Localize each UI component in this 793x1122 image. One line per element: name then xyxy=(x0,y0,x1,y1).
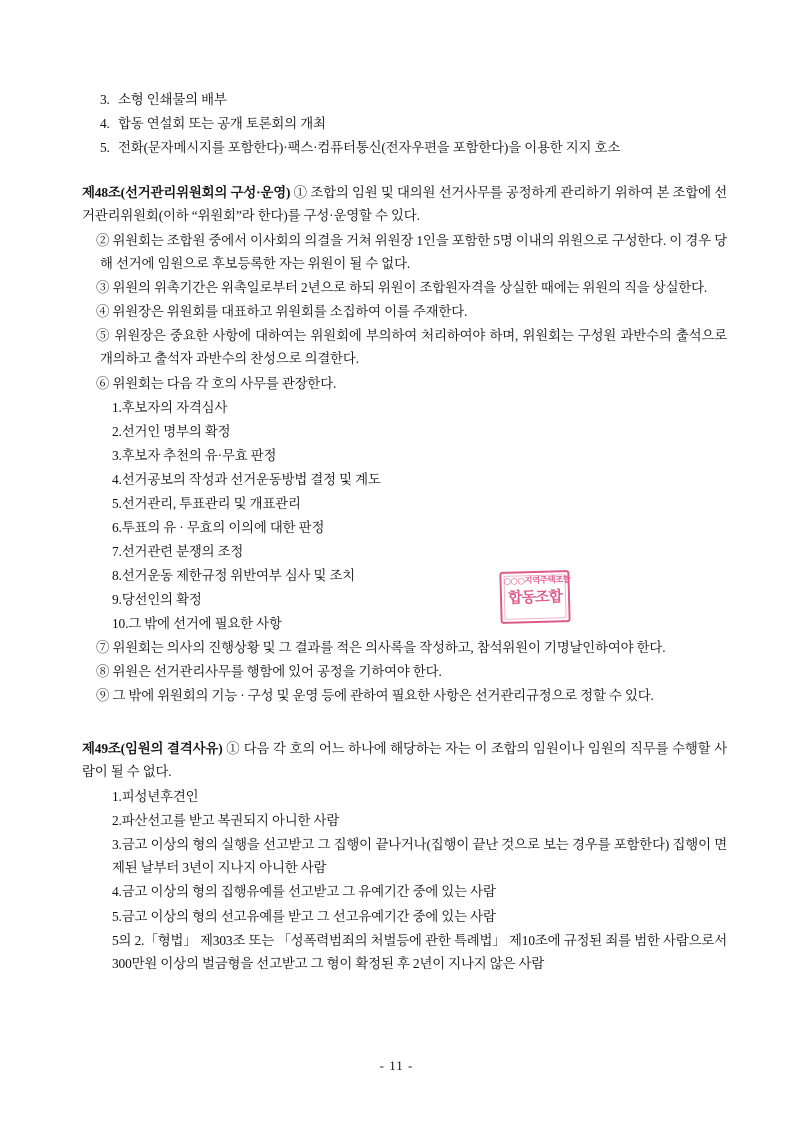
document-body xyxy=(82,88,727,975)
paragraph: ⑥ 위원회는 다음 각 호의 사무를 관장한다. xyxy=(96,375,337,391)
sub-item-number: 5의 2. xyxy=(112,932,145,948)
sub-item xyxy=(82,905,727,928)
sub-item xyxy=(82,396,727,419)
sub-item-number: 2. xyxy=(112,423,122,439)
sub-item xyxy=(82,492,727,515)
sub-item xyxy=(82,809,727,832)
section-spacer xyxy=(82,715,727,737)
article-49-heading xyxy=(82,737,727,783)
sub-item-number: 10. xyxy=(112,615,129,631)
sub-item xyxy=(82,929,727,975)
sub-item-number: 5. xyxy=(112,908,122,924)
sub-item-text: 파산선고를 받고 복권되지 아니한 사람 xyxy=(121,813,340,829)
list-item-number: 5. xyxy=(100,140,110,156)
sub-item xyxy=(82,468,727,491)
sub-item xyxy=(82,612,727,635)
sub-item-text: 선거운동 제한규정 위반여부 심사 및 조치 xyxy=(121,567,356,583)
sub-item-text: 금고 이상의 형의 집행유예를 선고받고 그 유예기간 중에 있는 사람 xyxy=(121,884,496,900)
list-item-text: 전화(문자메시지를 포함한다)·팩스·컴퓨터통신(전자우편을 포함한다)을 이용한 지지 호소 xyxy=(118,140,621,156)
article-48-heading xyxy=(82,181,727,227)
sub-item-text: 피성년후견인 xyxy=(121,789,199,805)
sub-item-number: 4. xyxy=(112,471,122,487)
list-item-text: 합동 연설회 또는 공개 토론회의 개최 xyxy=(118,116,326,132)
article-49-title: 제49조(임원의 결격사유) xyxy=(82,741,223,757)
paragraph: ⑧ 위원은 선거관리사무를 행함에 있어 공정을 기하여야 한다. xyxy=(96,664,442,680)
sub-item-number: 1. xyxy=(112,789,122,805)
list-item xyxy=(82,88,727,111)
list-item-number: 4. xyxy=(100,116,110,132)
top-numbered-list xyxy=(82,88,727,159)
sub-item xyxy=(82,564,727,587)
list-item-number: 3. xyxy=(100,92,110,107)
sub-item-number: 3. xyxy=(112,447,122,463)
sub-item-text: 선거관리, 투표관리 및 개표관리 xyxy=(121,495,301,511)
article-48-title: 제48조(선거관리위원회의 구성·운영) xyxy=(82,185,291,201)
list-item-text: 소형 인쇄물의 배부 xyxy=(118,92,227,107)
sub-item-text: 금고 이상의 형의 실행을 선고받고 그 집행이 끝나거나(집행이 끝난 것으로 보는 경우를 포함한다) 집행이 면제된 날부터 3년이 지나지 아니한 사람 xyxy=(112,837,727,876)
stamp-line-1: ○○○지역주택조합 xyxy=(503,575,571,587)
sub-item xyxy=(82,516,727,539)
article-48 xyxy=(82,181,727,707)
paragraph: ⑤ 위원장은 중요한 사항에 대하여는 위원회에 부의하여 처리하여야 하며, 위원회는 구성원 과반수의 출석으로 개의하고 출석자 과반수의 찬성으로 의결한다. xyxy=(96,328,727,367)
sub-item-text: 당선인의 확정 xyxy=(121,591,202,607)
sub-item-text: 선거인 명부의 확정 xyxy=(121,423,231,439)
sub-item-number: 5. xyxy=(112,495,122,511)
sub-item-text: 투표의 유 · 무효의 이의에 대한 판정 xyxy=(121,519,325,535)
list-item xyxy=(82,112,727,135)
sub-item-text: 후보자 추천의 유·무효 판정 xyxy=(121,447,277,463)
sub-item xyxy=(82,833,727,879)
article-48-head-text: ① 조합의 임원 및 대의원 선거사무를 공정하게 관리하기 위하여 본 조합에 선거관리위원회(이하 “위원회”라 한다)를 구성·운영할 수 있다. xyxy=(82,185,727,224)
sub-item xyxy=(82,785,727,808)
page-number: - 11 - xyxy=(379,1058,414,1073)
sub-item-number: 2. xyxy=(112,813,122,829)
sub-item xyxy=(82,444,727,467)
paragraph: ② 위원회는 조합원 중에서 이사회의 의결을 거쳐 위원장 1인을 포함한 5명 이내의 위원으로 구성한다. 이 경우 당해 선거에 임원으로 후보등록한 자는 위원이 될 수 없다. xyxy=(96,233,727,272)
paragraph: ④ 위원장은 위원회를 대표하고 위원회를 소집하여 이를 주재한다. xyxy=(96,304,468,320)
article-49 xyxy=(82,737,727,974)
stamp-line-2: 합동조합 xyxy=(507,586,563,607)
sub-item-number: 3. xyxy=(112,837,122,853)
paragraph: ③ 위원의 위촉기간은 위촉일로부터 2년으로 하되 위원이 조합원자격을 상실한 때에는 위원의 직을 상실한다. xyxy=(96,280,708,296)
sub-item xyxy=(82,880,727,903)
sub-item-text: 선거공보의 작성과 선거운동방법 결정 및 계도 xyxy=(121,471,381,487)
sub-item-text: 후보자의 자격심사 xyxy=(121,399,228,415)
sub-item-number: 4. xyxy=(112,884,122,900)
sub-item-text: 「형법」 제303조 또는 「성폭력범죄의 처벌등에 관한 특례법」 제10조에 규정된 죄를 범한 사람으로서 300만원 이상의 벌금형을 선고받고 그 형이 확정된 후 2년이 지나지 않은 사람 xyxy=(112,932,727,971)
sub-item-number: 6. xyxy=(112,519,122,535)
paragraph: ⑦ 위원회는 의사의 진행상황 및 그 결과를 적은 의사록을 작성하고, 참석위원이 기명날인하여야 한다. xyxy=(96,640,666,656)
sub-item-number: 8. xyxy=(112,567,122,583)
paragraph: ⑨ 그 밖에 위원회의 기능 · 구성 및 운영 등에 관하여 필요한 사항은 선거관리규정으로 정할 수 있다. xyxy=(96,688,654,704)
sub-item-number: 7. xyxy=(112,543,122,559)
sub-item xyxy=(82,540,727,563)
article-49-head-text: ① 다음 각 호의 어느 하나에 해당하는 자는 이 조합의 임원이나 임원의 직무를 수행할 사람이 될 수 없다. xyxy=(82,741,727,780)
sub-item-text: 선거관련 분쟁의 조정 xyxy=(121,543,244,559)
sub-item-number: 1. xyxy=(112,399,122,415)
sub-item-text: 그 밖에 선거에 필요한 사항 xyxy=(128,615,282,631)
list-item xyxy=(82,136,727,159)
sub-item xyxy=(82,588,727,611)
sub-item-number: 9. xyxy=(112,591,122,607)
sub-item-text: 금고 이상의 형의 선고유예를 받고 그 선고유예기간 중에 있는 사람 xyxy=(121,908,496,924)
sub-item xyxy=(82,420,727,443)
